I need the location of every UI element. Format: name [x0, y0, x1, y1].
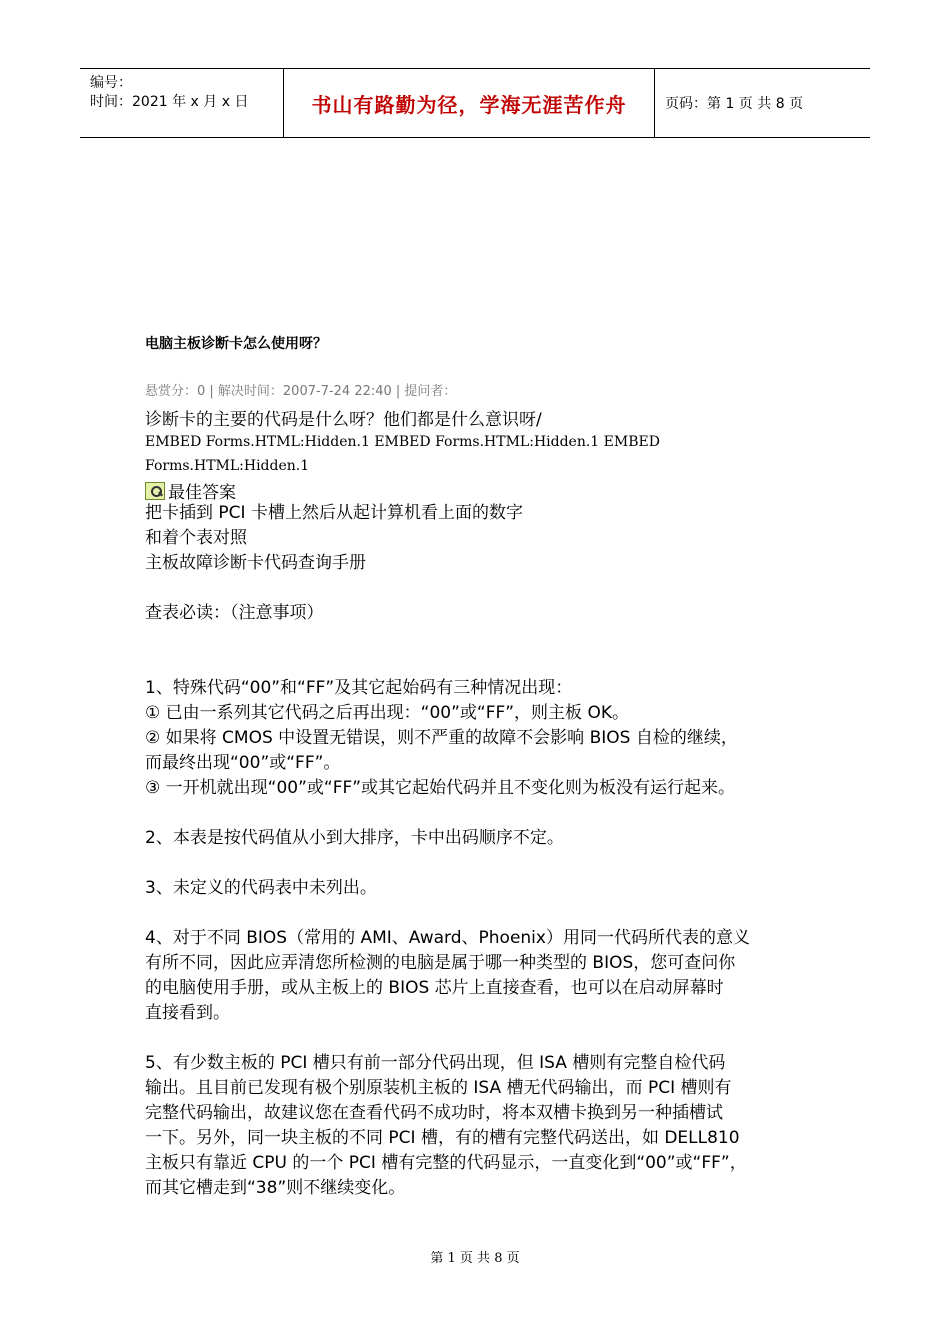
item-5: 一下。另外，同一块主板的不同 PCI 槽，有的槽有完整代码送出，如 DELL810 [145, 1128, 740, 1148]
question-body: 诊断卡的主要的代码是什么呀？他们都是什么意识呀/ [145, 410, 542, 430]
item-5: 而其它槽走到“38”则不继续变化。 [145, 1178, 406, 1198]
header-motto-cell [284, 69, 655, 137]
header-left-cell [80, 69, 284, 137]
question-meta: 悬赏分：0 | 解决时间：2007-7-24 22:40 | 提问者： [145, 384, 457, 399]
embed-line: Forms.HTML:Hidden.1 [145, 458, 310, 474]
item-5: 5、有少数主板的 PCI 槽只有前一部分代码出现，但 ISA 槽则有完整自检代码 [145, 1053, 726, 1073]
item-1-b: ② 如果将 CMOS 中设置无错误，则不严重的故障不会影响 BIOS 自检的继续， [145, 728, 738, 748]
item-2: 2、本表是按代码值从小到大排序，卡中出码顺序不定。 [145, 828, 564, 848]
item-1-b: 而最终出现“00”或“FF”。 [145, 753, 341, 773]
item-3: 3、未定义的代码表中未列出。 [145, 878, 377, 898]
item-1-c: ③ 一开机就出现“00”或“FF”或其它起始代码并且不变化则为板没有运行起来。 [145, 778, 736, 798]
item-1-title: 1、特殊代码“00”和“FF”及其它起始码有三种情况出现： [145, 678, 573, 698]
item-5: 完整代码输出，故建议您在查看代码不成功时，将本双槽卡换到另一种插槽试 [145, 1103, 723, 1123]
answer-line: 主板故障诊断卡代码查询手册 [145, 553, 366, 573]
best-answer-heading [145, 478, 236, 503]
item-4: 直接看到。 [145, 1003, 230, 1023]
page-footer: 第 1 页 共 8 页 [430, 1251, 520, 1266]
item-5: 主板只有靠近 CPU 的一个 PCI 槽有完整的代码显示，一直变化到“00”或“FF”， [145, 1153, 747, 1173]
answer-line: 把卡插到 PCI 卡槽上然后从起计算机看上面的数字 [145, 503, 523, 523]
item-5: 输出。且目前已发现有极个别原装机主板的 ISA 槽无代码输出，而 PCI 槽则有 [145, 1078, 732, 1098]
item-4: 的电脑使用手册，或从主板上的 BIOS 芯片上直接查看，也可以在启动屏幕时 [145, 978, 724, 998]
best-answer-icon [145, 482, 165, 500]
notice-heading: 查表必读：（注意事项） [145, 603, 324, 623]
header-page-cell [655, 69, 870, 137]
motto-text: 书山有路勤为径，学海无涯苦作舟 [311, 92, 627, 117]
answer-line: 和着个表对照 [145, 528, 247, 548]
header-table [80, 68, 870, 138]
item-4: 有所不同，因此应弄清您所检测的电脑是属于哪一种类型的 BIOS，您可查问你 [145, 953, 736, 973]
item-1-a: ① 已由一系列其它代码之后再出现：“00”或“FF”，则主板 OK。 [145, 703, 629, 723]
question-title: 电脑主板诊断卡怎么使用呀？ [145, 336, 327, 352]
document-date-label: 时间：2021 年 x 月 x 日 [90, 94, 249, 110]
item-4: 4、对于不同 BIOS（常用的 AMI、Award、Phoenix）用同一代码所代表的意义 [145, 928, 750, 948]
embed-placeholder [145, 430, 705, 478]
page-info: 页码：第 1 页 共 8 页 [665, 96, 804, 112]
document-number-label: 编号： [90, 75, 132, 91]
embed-line: EMBED Forms.HTML:Hidden.1 EMBED Forms.HTML:Hidden.1 EMBED [145, 434, 660, 450]
best-answer-label: 最佳答案 [168, 483, 236, 503]
